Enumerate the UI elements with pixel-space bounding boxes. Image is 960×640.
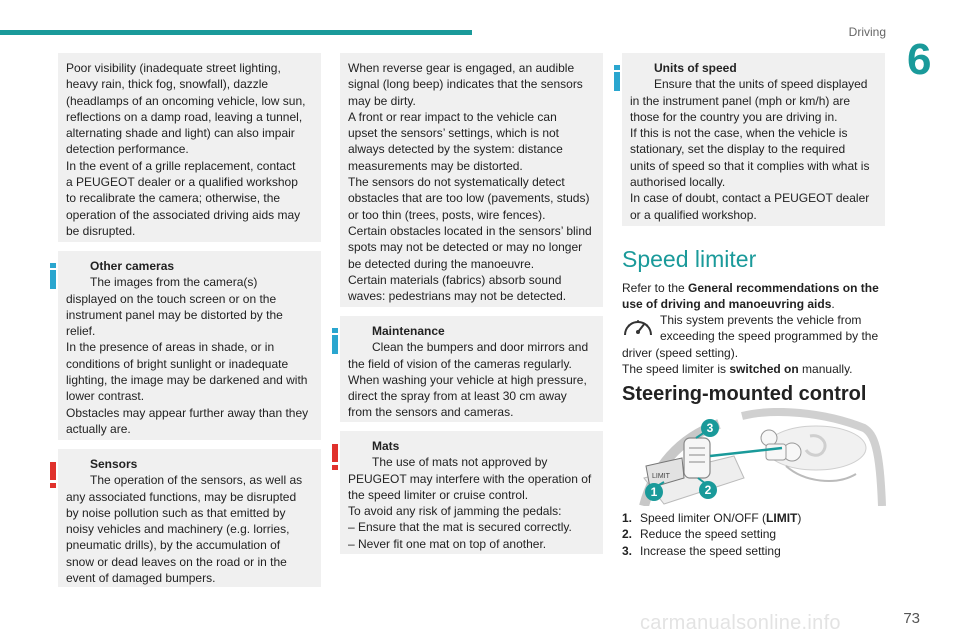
visibility-note-box xyxy=(58,53,321,242)
box-line: Clean the bumpers and door mirrors and xyxy=(372,340,589,355)
box-line: the speed limiter or cruise control. xyxy=(348,487,529,502)
box-line: the field of vision of the cameras regularly. xyxy=(348,356,572,371)
box-line: event of damaged bumpers. xyxy=(66,571,216,586)
box-line: pneumatic drills), by the accumulation of xyxy=(66,538,281,553)
box-line: waves: pedestrians may not be detected. xyxy=(348,289,567,304)
box-line: Certain obstacles located in the sensors’ blind xyxy=(348,223,592,238)
box-title: Maintenance xyxy=(372,324,445,338)
switch-on-prefix: The speed limiter is xyxy=(622,361,730,376)
visibility-note-line: to recalibrate the camera; otherwise, the xyxy=(66,191,281,206)
box-line: any associated functions, may be disrupted xyxy=(66,489,297,504)
box-line: those for the country you are driving in. xyxy=(630,109,838,124)
steering-control-heading: Steering-mounted control xyxy=(622,383,867,405)
box-line: Certain materials (fabrics) absorb sound xyxy=(348,272,562,287)
visibility-note-line: reflections on a damp road, leaving a tunnel, xyxy=(66,109,303,124)
other-cameras-box xyxy=(58,251,321,440)
page-number: 73 xyxy=(903,610,920,627)
box-line: authorised locally. xyxy=(630,175,726,190)
box-line: If this is not the case, when the vehicle is xyxy=(630,126,848,141)
list-item xyxy=(622,526,801,542)
box-line: units of speed so that it complies with what is xyxy=(630,158,870,173)
box-line: stationary, set the display to the required xyxy=(630,142,846,157)
visibility-note-line: alternating shade and light) can also impair xyxy=(66,126,295,141)
box-line: upset the sensors’ settings, which is not xyxy=(348,126,559,141)
speed-limiter-reference xyxy=(622,280,887,313)
box-line: snow or dead leaves on the road or in the xyxy=(66,554,287,569)
box-line: The use of mats not approved by xyxy=(372,455,548,470)
box-line: PEUGEOT may interfere with the operation of xyxy=(348,471,592,486)
box-line: conditions of bright sunlight or inadequate xyxy=(66,356,289,371)
box-line: The sensors do not systematically detect xyxy=(348,175,565,190)
box-line: Ensure that the units of speed displayed xyxy=(654,77,868,92)
reference-link-text: use of driving and manoeuvring aids xyxy=(622,297,832,312)
box-line: instrument panel may be distorted by the xyxy=(66,307,283,322)
list-item-text-end: ) xyxy=(797,511,802,525)
info-icon xyxy=(332,328,338,354)
sensors-info-box xyxy=(340,53,603,307)
reference-link-text: General recommendations on the xyxy=(688,281,879,295)
box-line: – Ensure that the mat is secured correctly. xyxy=(348,520,572,535)
box-line: To avoid any risk of jamming the pedals: xyxy=(348,504,562,519)
list-item-text: Increase the speed setting xyxy=(640,543,781,558)
visibility-note-line: heavy rain, thick fog, snowfall), dazzle xyxy=(66,77,269,92)
reference-prefix: Refer to the xyxy=(622,281,689,295)
mats-warning-box xyxy=(340,431,603,554)
box-line: Obstacles may appear further away than they xyxy=(66,405,309,420)
box-line: obstacles that are too low (pavements, studs) xyxy=(348,191,590,206)
steering-control-list xyxy=(622,510,801,559)
box-line: relief. xyxy=(66,324,96,339)
box-line: When reverse gear is engaged, an audible xyxy=(348,61,575,75)
box-line: actually are. xyxy=(66,421,131,436)
visibility-note-line: a PEUGEOT dealer or a qualified workshop xyxy=(66,175,298,190)
box-line: measurements may be distorted. xyxy=(348,158,523,173)
section-title: Driving xyxy=(848,25,886,39)
box-line: be detected during the manoeuvre. xyxy=(348,256,535,271)
list-item-text: Reduce the speed setting xyxy=(640,527,777,542)
box-line: noisy vehicles and machinery (e.g. lorries, xyxy=(66,522,290,537)
list-item-number: 2. xyxy=(622,527,633,542)
list-item-number: 1. xyxy=(622,511,633,525)
list-item-number: 3. xyxy=(622,543,633,558)
watermark: carmanualsonline.info xyxy=(640,612,841,634)
warning-icon xyxy=(50,462,56,488)
visibility-note-line: detection performance. xyxy=(66,142,189,157)
visibility-note-line: In the event of a grille replacement, contact xyxy=(66,158,296,173)
box-line: direct the spray from at least 30 cm away xyxy=(348,389,567,404)
list-item xyxy=(622,543,801,559)
box-line: always detected by the system: distance xyxy=(348,142,563,157)
box-title: Sensors xyxy=(90,457,138,471)
callout-3-label: 3 xyxy=(706,421,714,435)
callout-1-label: 1 xyxy=(650,485,658,499)
box-line: from the sensors and cameras. xyxy=(348,405,514,420)
box-line: may be dirty. xyxy=(348,93,416,108)
speed-limiter-heading: Speed limiter xyxy=(622,246,757,272)
limit-button-label: LIMIT xyxy=(652,473,670,480)
reference-suffix: . xyxy=(831,297,835,312)
box-line: In the presence of areas in shade, or in xyxy=(66,340,275,355)
sensors-warning-box xyxy=(58,449,321,587)
box-line: In case of doubt, contact a PEUGEOT dealer xyxy=(630,191,870,206)
description-line: exceeding the speed programmed by the xyxy=(660,329,879,344)
box-line: or too thin (trees, posts, wire fences). xyxy=(348,207,546,222)
warning-icon xyxy=(332,444,338,470)
box-line: The operation of the sensors, as well as xyxy=(90,473,303,488)
visibility-note-line: Poor visibility (inadequate street lighting, xyxy=(66,61,281,75)
chapter-number: 6 xyxy=(907,35,932,84)
description-line: This system prevents the vehicle from xyxy=(660,313,862,327)
box-line: by noise pollution such as that emitted by xyxy=(66,505,286,520)
steering-control-illustration xyxy=(624,408,886,506)
box-line: The images from the camera(s) xyxy=(90,275,258,290)
box-line: in the instrument panel (mph or km/h) are xyxy=(630,93,851,108)
visibility-note-line: be disrupted. xyxy=(66,223,136,238)
switch-on-suffix: manually. xyxy=(798,361,853,376)
description-line: driver (speed setting). xyxy=(622,345,739,360)
callout-2-label: 2 xyxy=(704,483,712,497)
box-title: Mats xyxy=(372,439,400,453)
units-of-speed-box xyxy=(622,53,885,226)
box-line: – Never fit one mat on top of another. xyxy=(348,536,547,551)
visibility-note-line: operation of the associated driving aids may xyxy=(66,207,301,222)
box-line: A front or rear impact to the vehicle can xyxy=(348,109,557,124)
box-line: When washing your vehicle at high pressure, xyxy=(348,372,587,387)
box-line: lighting, the image may be darkened and with xyxy=(66,373,308,388)
box-title: Units of speed xyxy=(654,61,737,75)
speed-limiter-description xyxy=(622,312,887,377)
info-icon xyxy=(614,65,620,91)
box-line: or a qualified workshop. xyxy=(630,207,757,222)
list-item-emphasis: LIMIT xyxy=(766,511,798,525)
switch-on-emphasis: switched on xyxy=(729,361,799,376)
maintenance-box xyxy=(340,316,603,422)
list-item xyxy=(622,510,801,526)
box-line: signal (long beep) indicates that the sensors xyxy=(348,77,583,92)
box-title: Other cameras xyxy=(90,259,175,273)
info-icon xyxy=(50,263,56,289)
header-accent-bar xyxy=(0,30,472,35)
box-line: displayed on the touch screen or on the xyxy=(66,291,277,306)
list-item-text: Speed limiter ON/OFF ( xyxy=(640,511,767,525)
box-line: spots may not be detected or may no longer xyxy=(348,240,583,255)
visibility-note-line: (headlamps of an oncoming vehicle, low sun, xyxy=(66,93,306,108)
box-line: lower contrast. xyxy=(66,389,145,404)
